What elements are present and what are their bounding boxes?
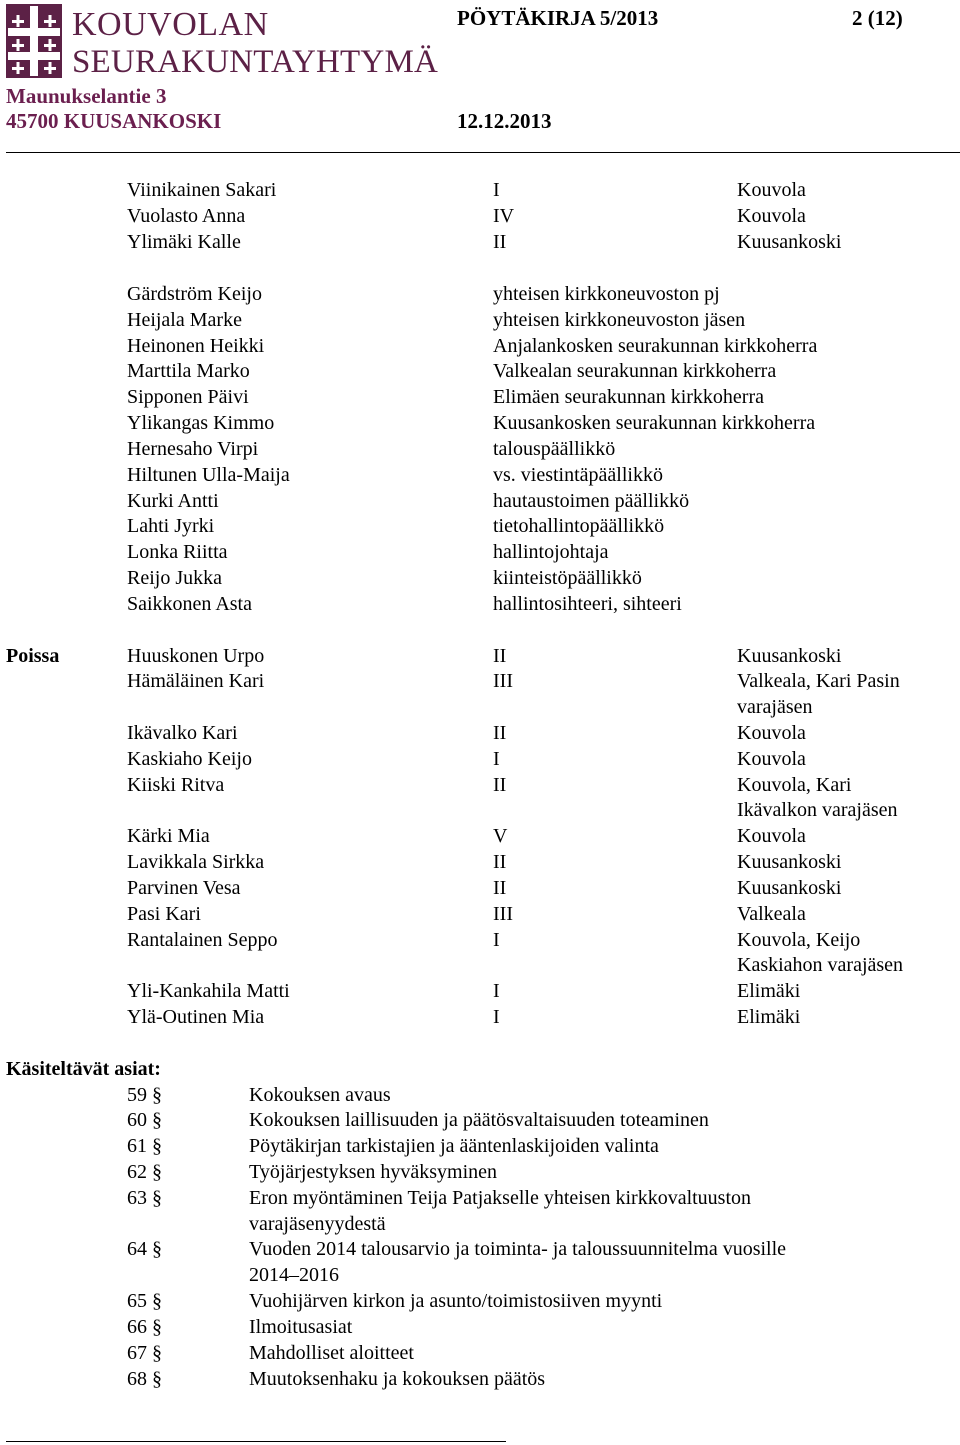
member-name: Ylimäki Kalle <box>127 231 241 253</box>
agenda-text-cont: varajäsenyydestä <box>249 1213 386 1235</box>
agenda-text: Ilmoitusasiat <box>249 1316 353 1338</box>
official-name: Heijala Marke <box>127 309 242 331</box>
list-item <box>0 333 960 359</box>
list-item-continuation <box>0 1262 960 1288</box>
list-item <box>0 772 960 798</box>
official-role: hallintosihteeri, sihteeri <box>493 593 682 615</box>
agenda-text: Kokouksen avaus <box>249 1084 391 1106</box>
official-role: Kuusankosken seurakunnan kirkkoherra <box>493 412 816 434</box>
member-place: Elimäki <box>737 980 801 1002</box>
agenda-heading: Käsiteltävät asiat: <box>6 1058 161 1080</box>
member-group: II <box>493 774 507 796</box>
member-name: Ylä-Outinen Mia <box>127 1006 265 1028</box>
official-role: tietohallintopäällikkö <box>493 515 665 537</box>
member-place: Kouvola <box>737 179 806 201</box>
member-group: II <box>493 231 507 253</box>
list-item <box>0 746 960 772</box>
member-place-cont: Kaskiahon varajäsen <box>737 954 904 976</box>
agenda-number: 65 § <box>127 1290 162 1312</box>
list-item <box>0 307 960 333</box>
member-place: Kouvola <box>737 205 806 227</box>
list-item <box>0 1314 960 1340</box>
agenda-text: Kokouksen laillisuuden ja päätösvaltaisuuden toteaminen <box>249 1109 709 1131</box>
list-item <box>0 1159 960 1185</box>
member-group: V <box>493 825 508 847</box>
list-item <box>0 1236 960 1262</box>
official-name: Gärdström Keijo <box>127 283 262 305</box>
official-name: Sipponen Päivi <box>127 386 249 408</box>
member-group: I <box>493 980 500 1002</box>
list-item <box>0 565 960 591</box>
agenda-number: 67 § <box>127 1342 162 1364</box>
official-name: Marttila Marko <box>127 360 250 382</box>
official-role: Elimäen seurakunnan kirkkoherra <box>493 386 765 408</box>
list-item <box>0 1288 960 1314</box>
member-name: Rantalainen Seppo <box>127 929 278 951</box>
address-street: Maunukselantie 3 <box>6 84 167 108</box>
agenda-text: Muutoksenhaku ja kokouksen päätös <box>249 1368 546 1390</box>
member-name: Kaskiaho Keijo <box>127 748 252 770</box>
list-item <box>0 1185 960 1211</box>
member-place: Kuusankoski <box>737 231 842 253</box>
agenda-number: 59 § <box>127 1084 162 1106</box>
address-city: 45700 KUUSANKOSKI <box>6 109 222 133</box>
official-role: hautaustoimen päällikkö <box>493 490 690 512</box>
official-role: vs. viestintäpäällikkö <box>493 464 663 486</box>
agenda-heading-row <box>0 1056 960 1082</box>
member-group: I <box>493 929 500 951</box>
org-name-line2: SEURAKUNTAYHTYMÄ <box>72 44 439 80</box>
list-item <box>0 488 960 514</box>
agenda-text: Pöytäkirjan tarkistajien ja ääntenlaskijoiden valinta <box>249 1135 659 1157</box>
member-place: Kouvola, Keijo <box>737 929 861 951</box>
official-name: Saikkonen Asta <box>127 593 252 615</box>
list-item <box>0 668 960 694</box>
list-item <box>0 229 960 255</box>
absent-label: Poissa <box>6 645 60 667</box>
official-name: Ylikangas Kimmo <box>127 412 275 434</box>
footer-divider <box>6 1441 506 1442</box>
official-name: Heinonen Heikki <box>127 335 265 357</box>
member-place: Kouvola <box>737 825 806 847</box>
member-name: Kiiski Ritva <box>127 774 225 796</box>
official-name: Kurki Antti <box>127 490 219 512</box>
member-name: Yli-Kankahila Matti <box>127 980 290 1002</box>
list-item <box>0 901 960 927</box>
member-group: III <box>493 903 513 925</box>
cross-grid-logo-icon <box>6 4 62 78</box>
agenda-number: 63 § <box>127 1187 162 1209</box>
member-group: IV <box>493 205 515 227</box>
official-name: Hernesaho Virpi <box>127 438 259 460</box>
member-name: Hämäläinen Kari <box>127 670 265 692</box>
member-group: II <box>493 645 507 667</box>
list-item <box>0 177 960 203</box>
agenda-number: 66 § <box>127 1316 162 1338</box>
list-item <box>0 281 960 307</box>
agenda-number: 62 § <box>127 1161 162 1183</box>
list-item <box>0 643 960 669</box>
official-role: kiinteistöpäällikkö <box>493 567 642 589</box>
member-name: Viinikainen Sakari <box>127 179 277 201</box>
agenda-number: 64 § <box>127 1238 162 1260</box>
member-place: Valkeala <box>737 903 806 925</box>
org-name-line1: KOUVOLAN <box>72 6 269 43</box>
member-place-cont: Ikävalkon varajäsen <box>737 799 898 821</box>
org-logo <box>6 4 439 82</box>
member-name: Huuskonen Urpo <box>127 645 265 667</box>
agenda-text: Työjärjestyksen hyväksyminen <box>249 1161 497 1183</box>
member-name: Vuolasto Anna <box>127 205 246 227</box>
agenda-number: 61 § <box>127 1135 162 1157</box>
member-group: II <box>493 877 507 899</box>
list-item-continuation <box>0 1211 960 1237</box>
official-role: yhteisen kirkkoneuvoston jäsen <box>493 309 746 331</box>
official-name: Lonka Riitta <box>127 541 228 563</box>
list-item <box>0 927 960 953</box>
list-item <box>0 384 960 410</box>
list-item <box>0 1133 960 1159</box>
agenda-text: Vuoden 2014 talousarvio ja toiminta- ja taloussuunnitelma vuosille <box>249 1238 787 1260</box>
page-number: 2 (12) <box>852 6 903 30</box>
meeting-date: 12.12.2013 <box>457 109 552 133</box>
member-group: I <box>493 748 500 770</box>
agenda-text-cont: 2014–2016 <box>249 1264 339 1286</box>
list-item-continuation <box>0 797 960 823</box>
agenda-text: Eron myöntäminen Teija Patjakselle yhteisen kirkkovaltuuston <box>249 1187 752 1209</box>
agenda-number: 68 § <box>127 1368 162 1390</box>
list-item <box>0 358 960 384</box>
official-role: hallintojohtaja <box>493 541 609 563</box>
member-place: Kuusankoski <box>737 877 842 899</box>
official-name: Reijo Jukka <box>127 567 222 589</box>
list-item <box>0 410 960 436</box>
agenda-text: Mahdolliset aloitteet <box>249 1342 414 1364</box>
list-item <box>0 1082 960 1108</box>
member-group: I <box>493 179 500 201</box>
official-role: Anjalankosken seurakunnan kirkkoherra <box>493 335 818 357</box>
list-item <box>0 1366 960 1392</box>
list-item <box>0 436 960 462</box>
member-place-cont: varajäsen <box>737 696 813 718</box>
member-group: II <box>493 722 507 744</box>
member-group: I <box>493 1006 500 1028</box>
agenda-text: Vuohijärven kirkon ja asunto/toimistosiiven myynti <box>249 1290 663 1312</box>
list-item-continuation <box>0 952 960 978</box>
member-name: Lavikkala Sirkka <box>127 851 265 873</box>
list-item <box>0 720 960 746</box>
member-name: Ikävalko Kari <box>127 722 238 744</box>
member-group: II <box>493 851 507 873</box>
list-item <box>0 1107 960 1133</box>
header-divider <box>6 152 960 153</box>
document-title: PÖYTÄKIRJA 5/2013 <box>457 6 659 30</box>
member-group: III <box>493 670 513 692</box>
member-place: Kouvola <box>737 748 806 770</box>
member-name: Kärki Mia <box>127 825 210 847</box>
member-place: Elimäki <box>737 1006 801 1028</box>
member-name: Parvinen Vesa <box>127 877 241 899</box>
list-item <box>0 203 960 229</box>
list-item-continuation <box>0 694 960 720</box>
official-role: Valkealan seurakunnan kirkkoherra <box>493 360 777 382</box>
list-item <box>0 1004 960 1030</box>
member-place: Kuusankoski <box>737 851 842 873</box>
list-item <box>0 462 960 488</box>
list-item <box>0 539 960 565</box>
official-role: yhteisen kirkkoneuvoston pj <box>493 283 720 305</box>
list-item <box>0 875 960 901</box>
list-item <box>0 591 960 617</box>
list-item <box>0 849 960 875</box>
list-item <box>0 978 960 1004</box>
list-item <box>0 823 960 849</box>
list-item <box>0 513 960 539</box>
member-place: Kouvola <box>737 722 806 744</box>
official-role: talouspäällikkö <box>493 438 616 460</box>
member-place: Valkeala, Kari Pasin <box>737 670 900 692</box>
member-place: Kouvola, Kari <box>737 774 852 796</box>
member-name: Pasi Kari <box>127 903 201 925</box>
list-item <box>0 1340 960 1366</box>
official-name: Hiltunen Ulla-Maija <box>127 464 290 486</box>
member-place: Kuusankoski <box>737 645 842 667</box>
official-name: Lahti Jyrki <box>127 515 215 537</box>
agenda-number: 60 § <box>127 1109 162 1131</box>
